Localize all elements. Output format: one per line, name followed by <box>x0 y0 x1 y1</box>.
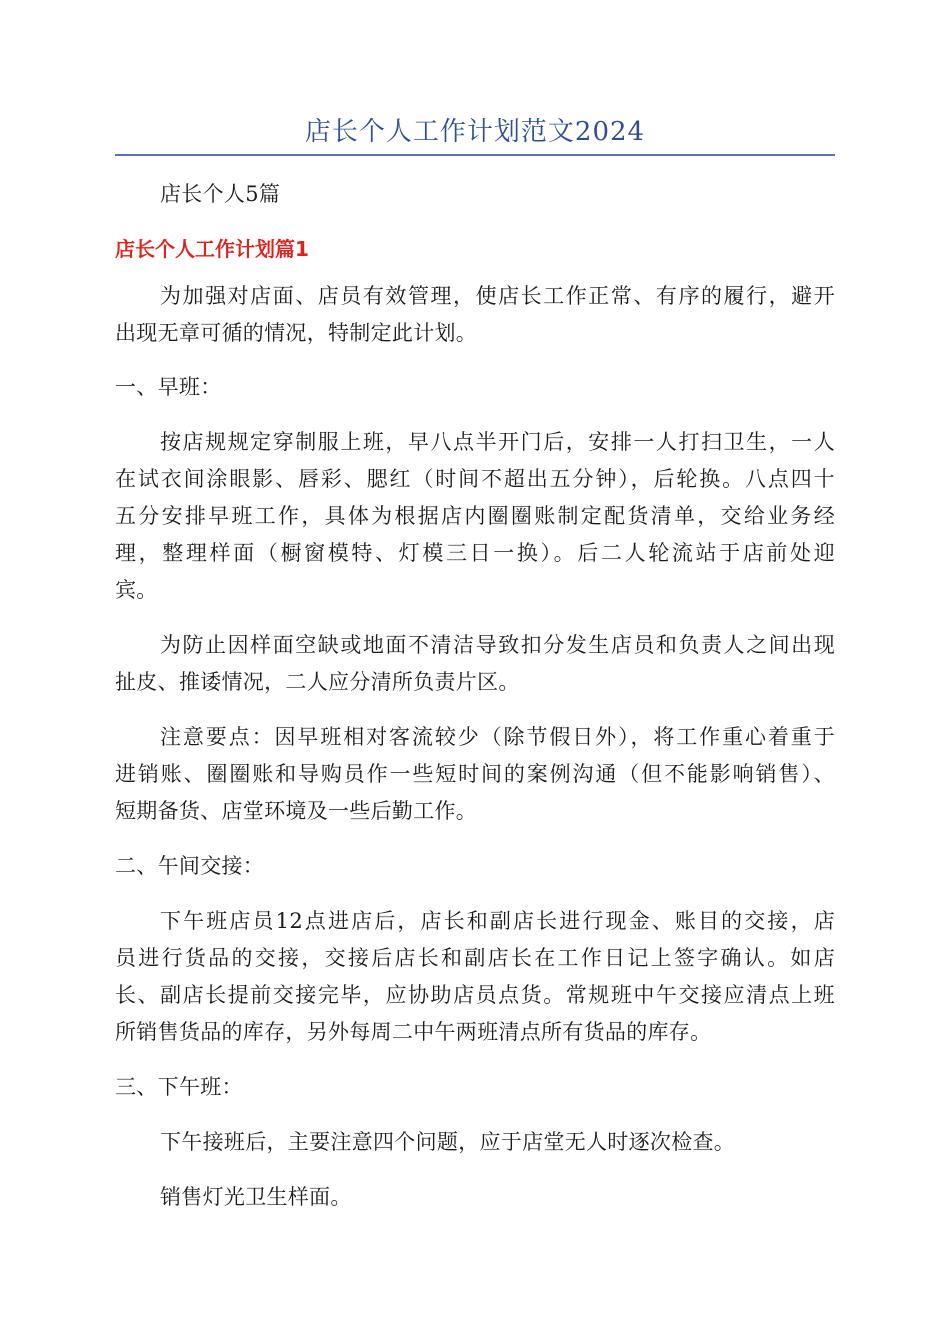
title-underline <box>115 154 835 156</box>
document-title: 店长个人工作计划范文2024 <box>304 117 646 147</box>
paragraph-line: 短期备货、店堂环境及一些后勤工作。 <box>115 799 478 823</box>
paragraph-line: 按店规规定穿制服上班，早八点半开门后，安排一人打扫卫生，一人 <box>160 430 835 454</box>
paragraph-line: 扯皮、推诿情况，二人应分清所负责片区。 <box>115 670 520 694</box>
paragraph-line: 下午接班后，主要注意四个问题，应于店堂无人时逐次检查。 <box>160 1130 736 1154</box>
paragraph-line: 为加强对店面、店员有效管理，使店长工作正常、有序的履行，避开 <box>160 284 835 308</box>
paragraph-line: 注意要点：因早班相对客流较少（除节假日外），将工作重心着重于 <box>160 725 835 749</box>
subheading-line: 二、午间交接： <box>115 854 265 878</box>
paragraph-line: 所销售货品的库存，另外每周二中午两班清点所有货品的库存。 <box>115 1020 712 1044</box>
paragraph-line: 员进行货品的交接，交接后店长和副店长在工作日记上签字确认。如店 <box>115 946 835 970</box>
paragraph-line: 进销账、圈圈账和导购员作一些短时间的案例沟通（但不能影响销售）、 <box>115 762 835 786</box>
paragraph-line: 销售灯光卫生样面。 <box>160 1185 352 1209</box>
intro-line: 店长个人5篇 <box>160 182 281 206</box>
subheading-line: 三、下午班： <box>115 1075 243 1099</box>
paragraph-line: 长、副店长提前交接完毕，应协助店员点货。常规班中午交接应清点上班 <box>115 983 835 1007</box>
paragraph-line: 五分安排早班工作，具体为根据店内圈圈账制定配货清单，交给业务经 <box>115 504 835 528</box>
paragraph-line: 理，整理样面（橱窗模特、灯模三日一换）。后二人轮流站于店前处迎 <box>115 541 835 565</box>
section-heading: 店长个人工作计划篇1 <box>115 237 309 261</box>
paragraph-line: 下午班店员12点进店后，店长和副店长进行现金、账目的交接，店 <box>160 909 835 933</box>
paragraph-line: 出现无章可循的情况，特制定此计划。 <box>115 321 478 345</box>
paragraph-line: 在试衣间涂眼影、唇彩、腮红（时间不超出五分钟），后轮换。八点四十 <box>115 467 835 491</box>
paragraph-line: 为防止因样面空缺或地面不清洁导致扣分发生店员和负责人之间出现 <box>160 633 835 657</box>
subheading-line: 一、早班： <box>115 375 222 399</box>
paragraph-line: 宾。 <box>115 578 158 602</box>
